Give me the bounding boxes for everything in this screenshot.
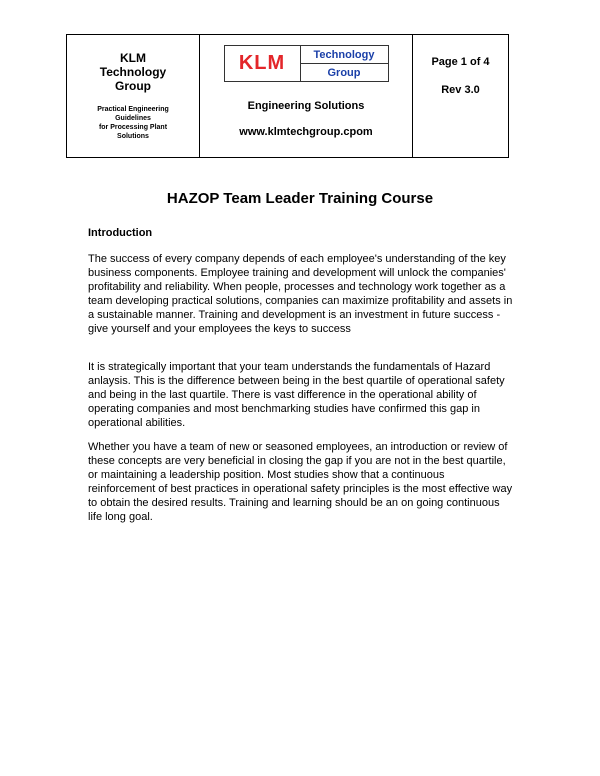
paragraph-3: Whether you have a team of new or seasoned employees, an introduction or review of these concepts are very beneficial in closing the gap if you are not in the best quartile, or maintaining a leadership position. Most studies show that a continuous reinforcement of best practices in operational safety principles is the most effective way to obtain the desired results. Training and learning should be an on going continuous life long goal. <box>88 441 513 523</box>
revision-number: Rev 3.0 <box>441 84 480 96</box>
paragraph-1: The success of every company depends of each employee's understanding of the key business components. Employee training and development will unlock the companies' profitability and reliability. When people, processes and technology work together as a team developing practical solutions, companies can maximize profitability and assets in a sustainable manner. Training and development is an investment in future success - give yourself and your employees the keys to success <box>88 253 513 335</box>
logo-klm-text: KLM <box>225 46 301 81</box>
logo-technology-text: Technology <box>301 46 388 64</box>
guidelines-text: Practical Engineering Guidelines for Processing Plant Solutions <box>97 106 169 140</box>
section-heading-introduction: Introduction <box>88 227 153 239</box>
header-logo-cell <box>200 35 413 157</box>
document-header <box>66 34 509 158</box>
website-link[interactable]: www.klmtechgroup.cpom <box>239 126 373 138</box>
engineering-solutions-label: Engineering Solutions <box>247 100 365 112</box>
paragraph-2: It is strategically important that your team understands the fundamentals of Hazard anlaysis. This is the difference between being in the best quartile of operational safety and being in the last quartile. There is vast difference in the operational ability of operating companies and most benchmarking studies have confirmed this gap in operational abilities. <box>88 361 505 429</box>
page-number: Page 1 of 4 <box>431 56 490 68</box>
header-page-cell <box>413 35 508 157</box>
document-title: HAZOP Team Leader Training Course <box>166 190 434 207</box>
logo-right-block <box>301 46 388 81</box>
klm-logo <box>224 45 389 82</box>
company-name: KLM Technology Group <box>99 51 167 93</box>
logo-group-text: Group <box>327 66 361 79</box>
header-company-cell <box>67 35 200 157</box>
